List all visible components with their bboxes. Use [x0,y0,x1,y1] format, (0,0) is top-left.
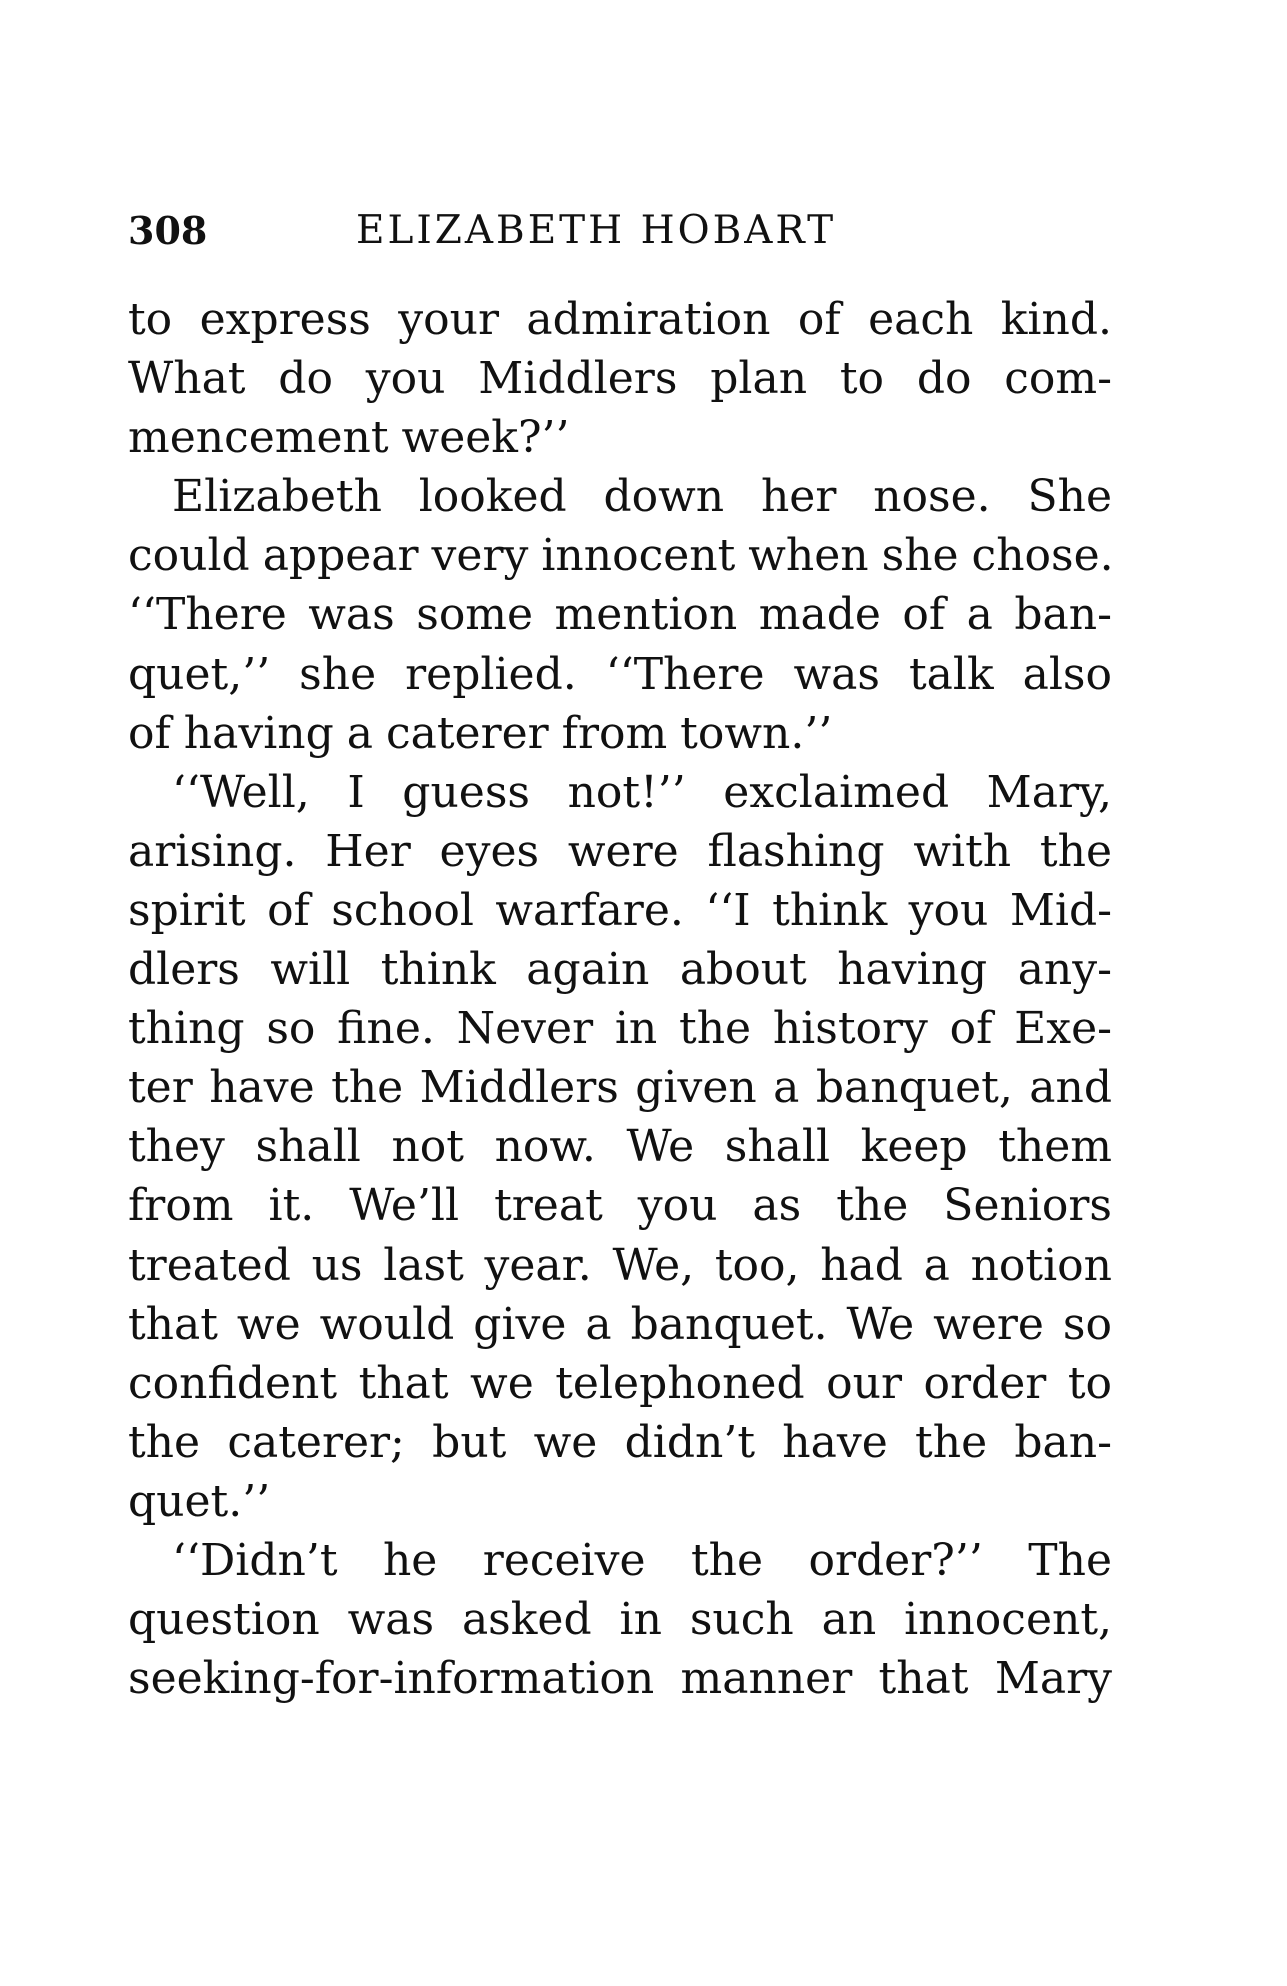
text-line: ‘‘There was some mention made of a ban- [128,589,1112,641]
text-line: treated us last year. We, too, had a notion [128,1239,1112,1291]
running-title: ELIZABETH HOBART [356,208,837,253]
text-line: could appear very innocent when she chose. [128,530,1114,582]
text-line: they shall not now. We shall keep them [128,1121,1112,1173]
text-line: of having a caterer from town.’’ [128,707,833,759]
text-line: the caterer; but we didn’t have the ban- [128,1416,1112,1468]
body-text [128,290,1112,1708]
text-line: to express your admiration of each kind. [128,294,1112,345]
text-line: What do you Middlers plan to do com- [128,353,1112,405]
text-line: quet,’’ she replied. ‘‘There was talk also [128,648,1112,700]
text-line: that we would give a banquet. We were so [128,1298,1112,1350]
text-line: Elizabeth looked down her nose. She [172,471,1112,523]
text-line: question was asked in such an innocent, [128,1594,1112,1646]
running-head [128,208,1112,264]
text-line: spirit of school warfare. ‘‘I think you Mid- [128,884,1112,936]
text-line: arising. Her eyes were flashing with the [128,825,1112,877]
text-line: thing so fine. Never in the history of Exe- [128,1003,1112,1055]
text-line: ‘‘Didn’t he receive the order?’’ The [172,1534,1112,1586]
text-line: confident that we telephoned our order to [128,1357,1112,1409]
text-line: ter have the Middlers given a banquet, and [128,1062,1112,1114]
text-line: dlers will think again about having any- [128,944,1112,996]
text-line: quet.’’ [128,1475,271,1527]
text-line: seeking-for-information manner that Mary [128,1653,1112,1705]
text-line: ‘‘Well, I guess not!’’ exclaimed Mary, [172,766,1112,818]
text-line: mencement week?’’ [128,412,570,464]
text-line: from it. We’ll treat you as the Seniors [128,1180,1112,1232]
page-number: 308 [128,208,208,253]
